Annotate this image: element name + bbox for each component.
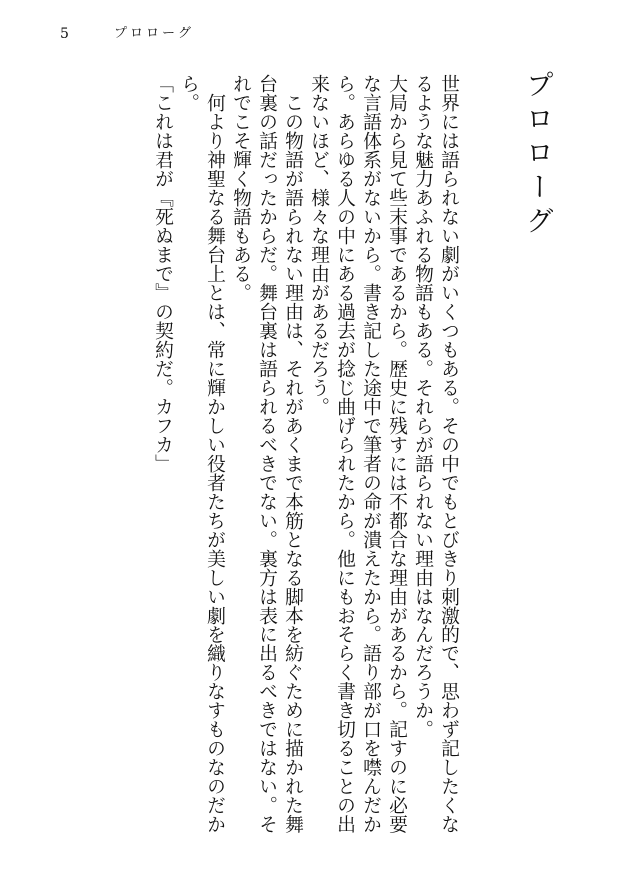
chapter-title: プロローグ	[522, 70, 555, 240]
dialogue-line: 「これは君が『死ぬまで』の契約だ。カフカ」	[152, 74, 173, 473]
paragraph-2: 大局から見て些末事であるから。歴史に残すには不都合な理由があるから。記すのに必要な言語体系がないから。書き記した途中で筆者の命が潰えたから。語り部が口を噤んだから。あらゆる人の中にある過去が捻じ曲げられたから。他にもおそらく書き切ることの出来ないほど、様々な理由があるだろう。	[308, 74, 407, 834]
paragraph-1: 世界には語られない劇がいくつもある。その中でもとびきり刺激的で、思わず記したくなるような魅力あふれる物語もある。それらが語られない理由はなんだろうか。	[412, 74, 459, 834]
running-header	[0, 24, 621, 44]
running-title: プロローグ	[114, 26, 195, 41]
page-number: 5	[60, 26, 69, 42]
paragraph-4: 何より神聖なる舞台上とは、常に輝かしい役者たちが美しい劇を織りなすものなのだから。	[178, 74, 225, 834]
vertical-body-text	[149, 70, 555, 850]
paragraph-3: この物語が語られない理由は、それがあくまで本筋となる脚本を紡ぐために描かれた舞台裏の話だったからだ。舞台裏は語られるべきでない。裏方は表に出るべきではない。それでこそ輝く物語もある。	[230, 74, 303, 834]
